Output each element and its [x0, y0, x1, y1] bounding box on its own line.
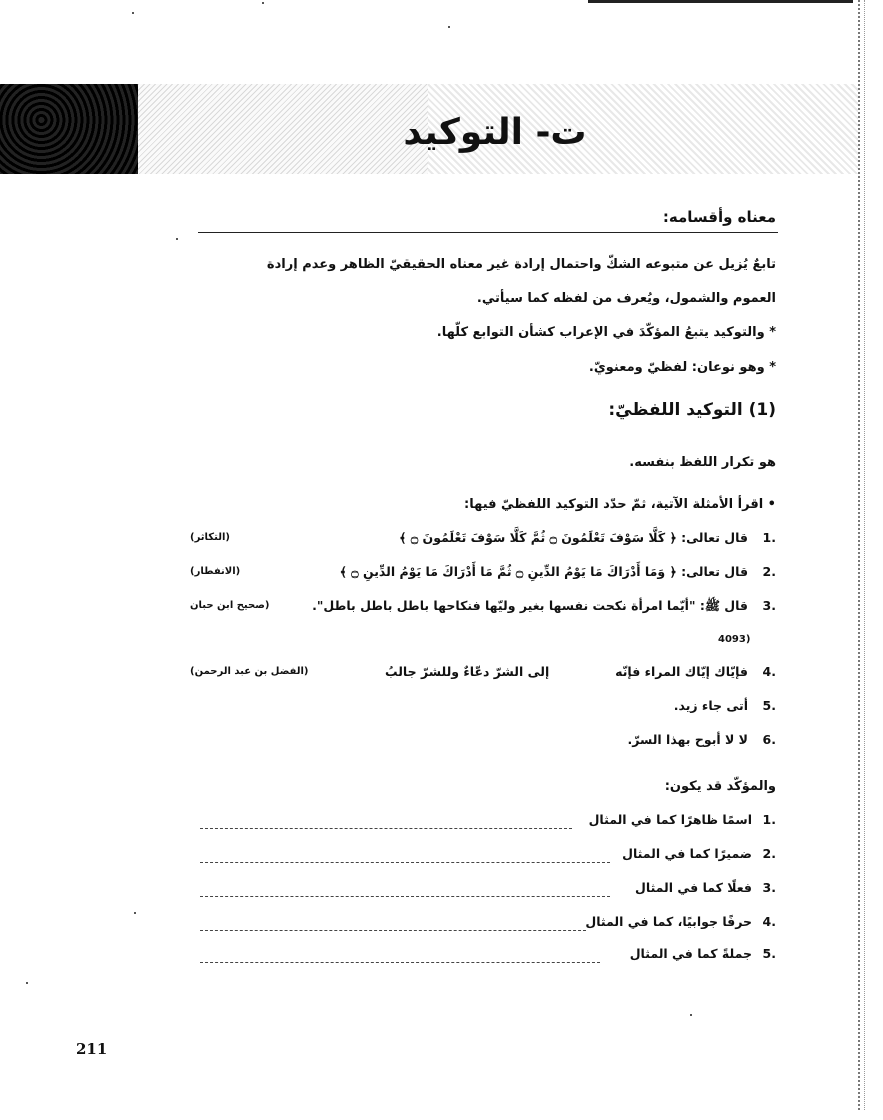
margin-note	[822, 210, 844, 750]
example-source-continuation	[680, 632, 776, 656]
instruction-text: • اقرأ الأمثلة الآتية، ثمّ حدّد التوكيد اللفظيّ فيها:	[464, 497, 776, 512]
page-title: ت- التوكيد	[403, 112, 587, 153]
subsection-title: (1) التوكيد اللفظيّ:	[608, 400, 776, 420]
example-row	[190, 698, 776, 722]
list-item	[200, 812, 776, 834]
example-row	[190, 732, 776, 756]
page-number: 211	[76, 1040, 108, 1058]
list-item-number: 3.	[762, 880, 776, 895]
title-banner-texture	[138, 84, 428, 174]
scan-speck	[132, 12, 134, 14]
example-source: (صحيح ابن حبان	[190, 600, 270, 611]
right-margin-border	[858, 0, 860, 1110]
source-continuation: 4093)	[718, 634, 751, 645]
list-item-text: حرفًا جوابيًا، كما في المثال	[585, 914, 752, 929]
example-number: 3.	[762, 598, 776, 613]
may-be-heading: والمؤكّد قد يكون:	[664, 779, 776, 794]
intro-bullet-2: * وهو نوعان: لفظيّ ومعنويّ.	[588, 360, 776, 375]
list-item-text: جملةً كما في المثال	[629, 946, 752, 961]
example-row	[190, 530, 776, 554]
right-margin-border-inner	[864, 0, 865, 1110]
example-number: 1.	[762, 530, 776, 545]
example-number: 2.	[762, 564, 776, 579]
list-item	[200, 914, 776, 936]
example-row	[190, 664, 776, 688]
scan-speck	[26, 982, 28, 984]
example-source: (التكاثر)	[190, 532, 230, 543]
list-item-number: 4.	[762, 914, 776, 929]
fill-in-blank-line[interactable]	[200, 896, 610, 897]
example-row	[190, 564, 776, 588]
scan-speck	[134, 912, 136, 914]
example-number: 5.	[762, 698, 776, 713]
list-item	[200, 880, 776, 902]
example-source: (الانفطار)	[190, 566, 241, 577]
intro-line-2: العموم والشمول، ويُعرف من لفظه كما سيأتي.	[476, 291, 776, 306]
scan-speck	[690, 1014, 692, 1016]
example-text: قال تعالى: ﴿ كَلَّا سَوْفَ تَعْلَمُونَ ۝ ثُمَّ كَلَّا سَوْفَ تَعْلَمُونَ ۝ ﴾	[399, 530, 748, 545]
intro-line-1: تابعٌ يُزيل عن متبوعه الشكّ واحتمال إرادة غير معناه الحقيقيّ الظاهر وعدم إرادة	[266, 257, 776, 272]
section-heading: معناه وأقسامه:	[662, 208, 776, 226]
list-item	[200, 946, 776, 968]
scan-speck	[176, 238, 178, 240]
scan-speck	[448, 26, 450, 28]
example-number: 4.	[762, 664, 776, 679]
fill-in-blank-line[interactable]	[200, 930, 586, 931]
list-item-number: 5.	[762, 946, 776, 961]
example-text: لا لا أبوح بهذا السرّ.	[627, 732, 748, 747]
list-item-number: 1.	[762, 812, 776, 827]
list-item-text: اسمًا ظاهرًا كما في المثال	[588, 812, 752, 827]
definition-text: هو تكرار اللفظ بنفسه.	[629, 455, 776, 470]
fill-in-blank-line[interactable]	[200, 962, 600, 963]
fill-in-blank-line[interactable]	[200, 828, 572, 829]
list-item-text: ضميرًا كما في المثال	[622, 846, 752, 861]
example-source: (الفضل بن عبد الرحمن)	[190, 666, 309, 677]
fill-in-blank-line[interactable]	[200, 862, 610, 863]
top-rule	[588, 0, 853, 3]
example-text: أتى جاء زيد.	[673, 698, 748, 713]
scan-speck	[262, 2, 264, 4]
example-verse-second-half: إلى الشرّ دعّاءٌ وللشرّ جالبُ	[385, 664, 550, 679]
intro-bullet-1: * والتوكيد يتبعُ المؤكّدَ في الإعراب كشأن التوابع كلّها.	[436, 325, 776, 340]
list-item	[200, 846, 776, 868]
list-item-number: 2.	[762, 846, 776, 861]
list-item-text: فعلًا كما في المثال	[635, 880, 752, 895]
example-text: فإيّاك إيّاك المراء فإنّه	[615, 664, 748, 679]
example-text: قال ﷺ: "أيّما امرأة نكحت نفسها بغير وليّها فنكاحها باطل باطل باطل".	[312, 598, 748, 613]
example-number: 6.	[762, 732, 776, 747]
section-underline	[198, 232, 778, 233]
title-banner-dark-block	[0, 84, 138, 174]
example-text: قال تعالى: ﴿ وَمَا أَدْرَاكَ مَا يَوْمُ الدِّينِ ۝ ثُمَّ مَا أَدْرَاكَ مَا يَوْمُ الدِّينِ ۝ ﴾	[339, 564, 748, 579]
example-row	[190, 598, 776, 622]
